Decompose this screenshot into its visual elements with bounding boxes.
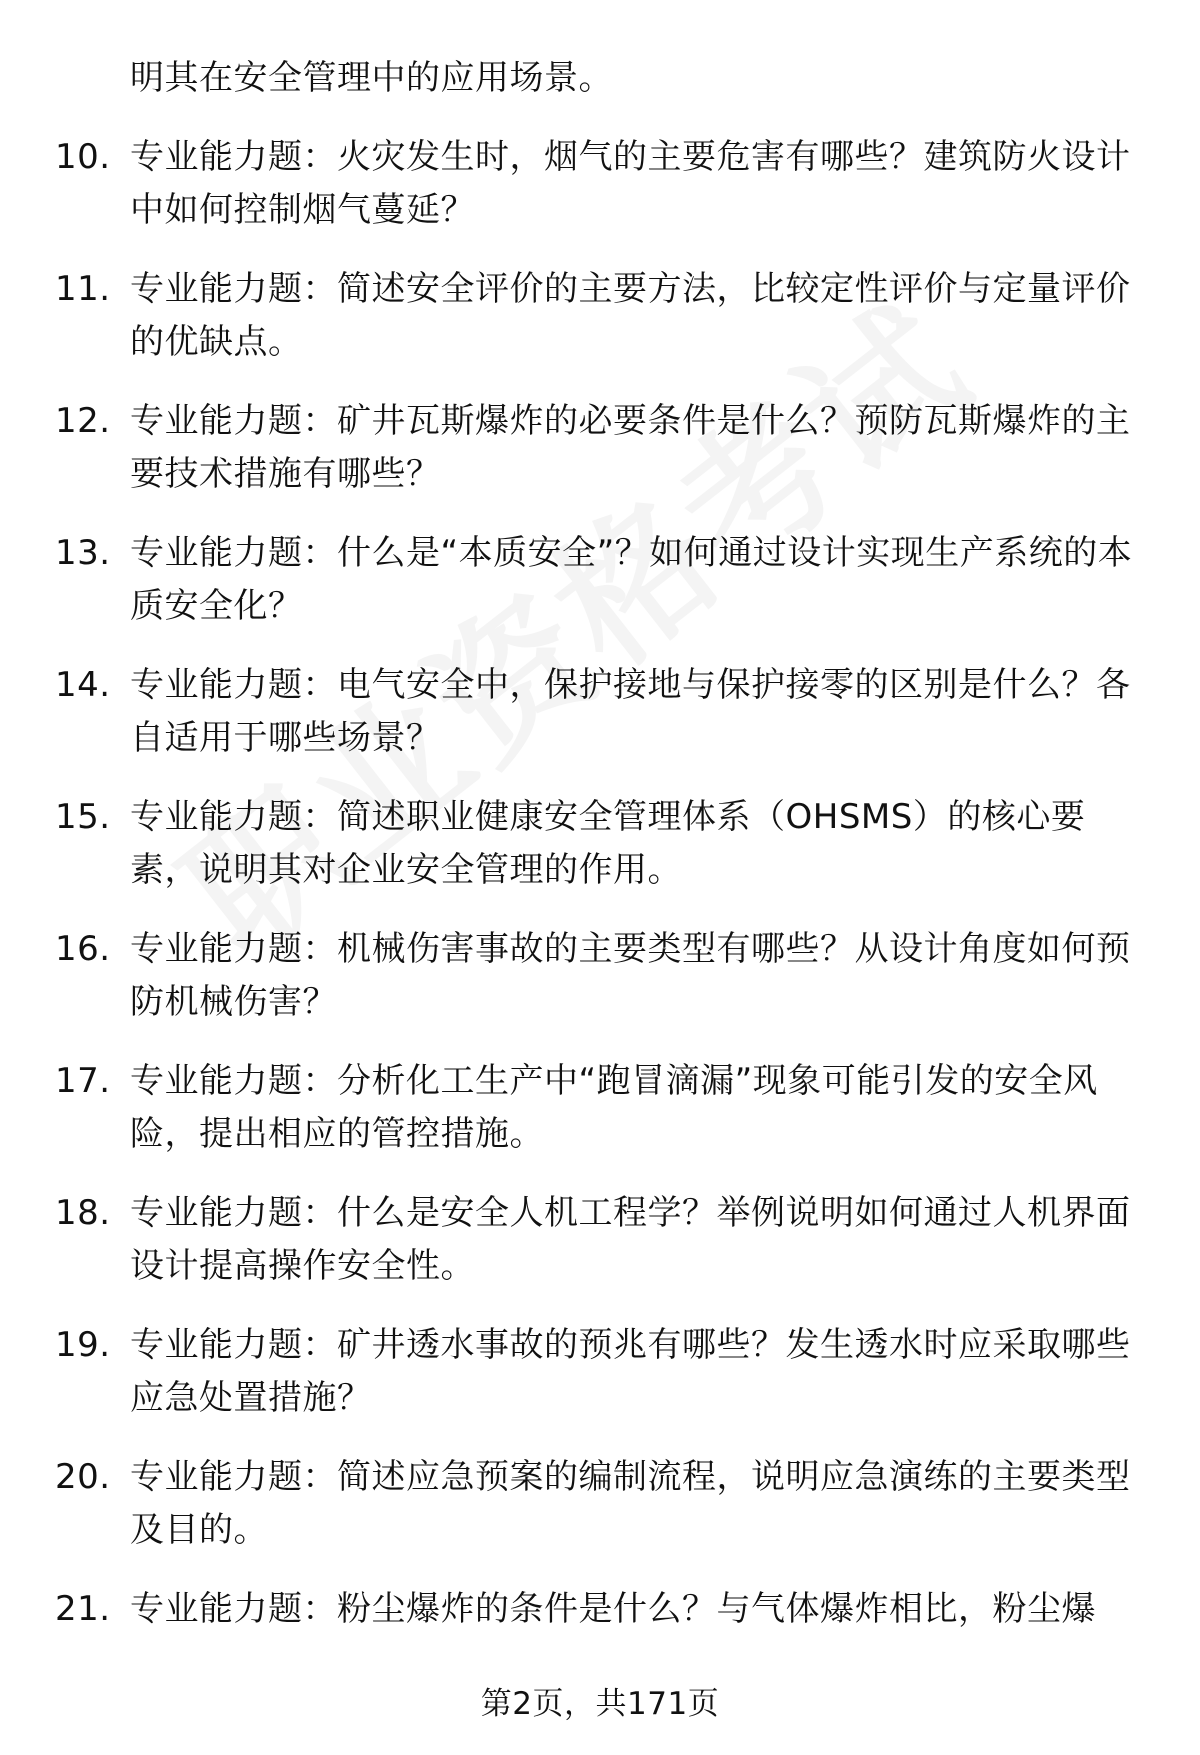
question-number: 18. — [55, 1193, 111, 1233]
question-item — [55, 395, 1145, 501]
question-text: 专业能力题：矿井瓦斯爆炸的必要条件是什么？预防瓦斯爆炸的主要技术措施有哪些？ — [130, 401, 1131, 494]
question-item — [55, 263, 1145, 369]
question-number: 13. — [55, 533, 111, 573]
question-item — [55, 1319, 1145, 1425]
question-number: 19. — [55, 1325, 111, 1365]
question-text: 专业能力题：什么是“本质安全”？如何通过设计实现生产系统的本质安全化？ — [130, 533, 1133, 626]
question-item — [55, 131, 1145, 237]
question-text: 专业能力题：简述安全评价的主要方法，比较定性评价与定量评价的优缺点。 — [130, 269, 1131, 362]
question-item — [55, 1583, 1145, 1636]
question-item — [55, 1055, 1145, 1161]
question-text: 专业能力题：什么是安全人机工程学？举例说明如何通过人机界面设计提高操作安全性。 — [130, 1193, 1131, 1286]
question-number: 12. — [55, 401, 111, 441]
question-number: 15. — [55, 797, 111, 837]
question-item — [55, 527, 1145, 633]
question-text: 专业能力题：粉尘爆炸的条件是什么？与气体爆炸相比，粉尘爆 — [130, 1589, 1096, 1629]
question-number: 21. — [55, 1589, 111, 1629]
page-number-footer: 第2页，共171页 — [480, 1686, 720, 1722]
question-number: 11. — [55, 269, 111, 309]
question-text: 专业能力题：矿井透水事故的预兆有哪些？发生透水时应采取哪些应急处置措施？ — [130, 1325, 1131, 1418]
question-text: 专业能力题：火灾发生时，烟气的主要危害有哪些？建筑防火设计中如何控制烟气蔓延？ — [130, 137, 1131, 230]
continued-text: 明其在安全管理中的应用场景。 — [130, 58, 613, 98]
question-number: 17. — [55, 1061, 111, 1101]
question-list — [55, 52, 1145, 1662]
question-item — [55, 923, 1145, 1029]
question-text: 专业能力题：简述职业健康安全管理体系（OHSMS）的核心要素，说明其对企业安全管理的作用。 — [130, 797, 1086, 890]
question-number: 10. — [55, 137, 111, 177]
question-number: 16. — [55, 929, 111, 969]
question-item — [55, 791, 1145, 897]
question-item — [55, 659, 1145, 765]
question-number: 14. — [55, 665, 111, 705]
question-text: 专业能力题：电气安全中，保护接地与保护接零的区别是什么？各自适用于哪些场景？ — [130, 665, 1131, 758]
question-item — [55, 1187, 1145, 1293]
question-number: 20. — [55, 1457, 111, 1497]
question-text: 专业能力题：简述应急预案的编制流程，说明应急演练的主要类型及目的。 — [130, 1457, 1131, 1550]
question-text: 专业能力题：分析化工生产中“跑冒滴漏”现象可能引发的安全风险，提出相应的管控措施。 — [130, 1061, 1098, 1154]
question-item — [55, 1451, 1145, 1557]
question-text: 专业能力题：机械伤害事故的主要类型有哪些？从设计角度如何预防机械伤害？ — [130, 929, 1131, 1022]
